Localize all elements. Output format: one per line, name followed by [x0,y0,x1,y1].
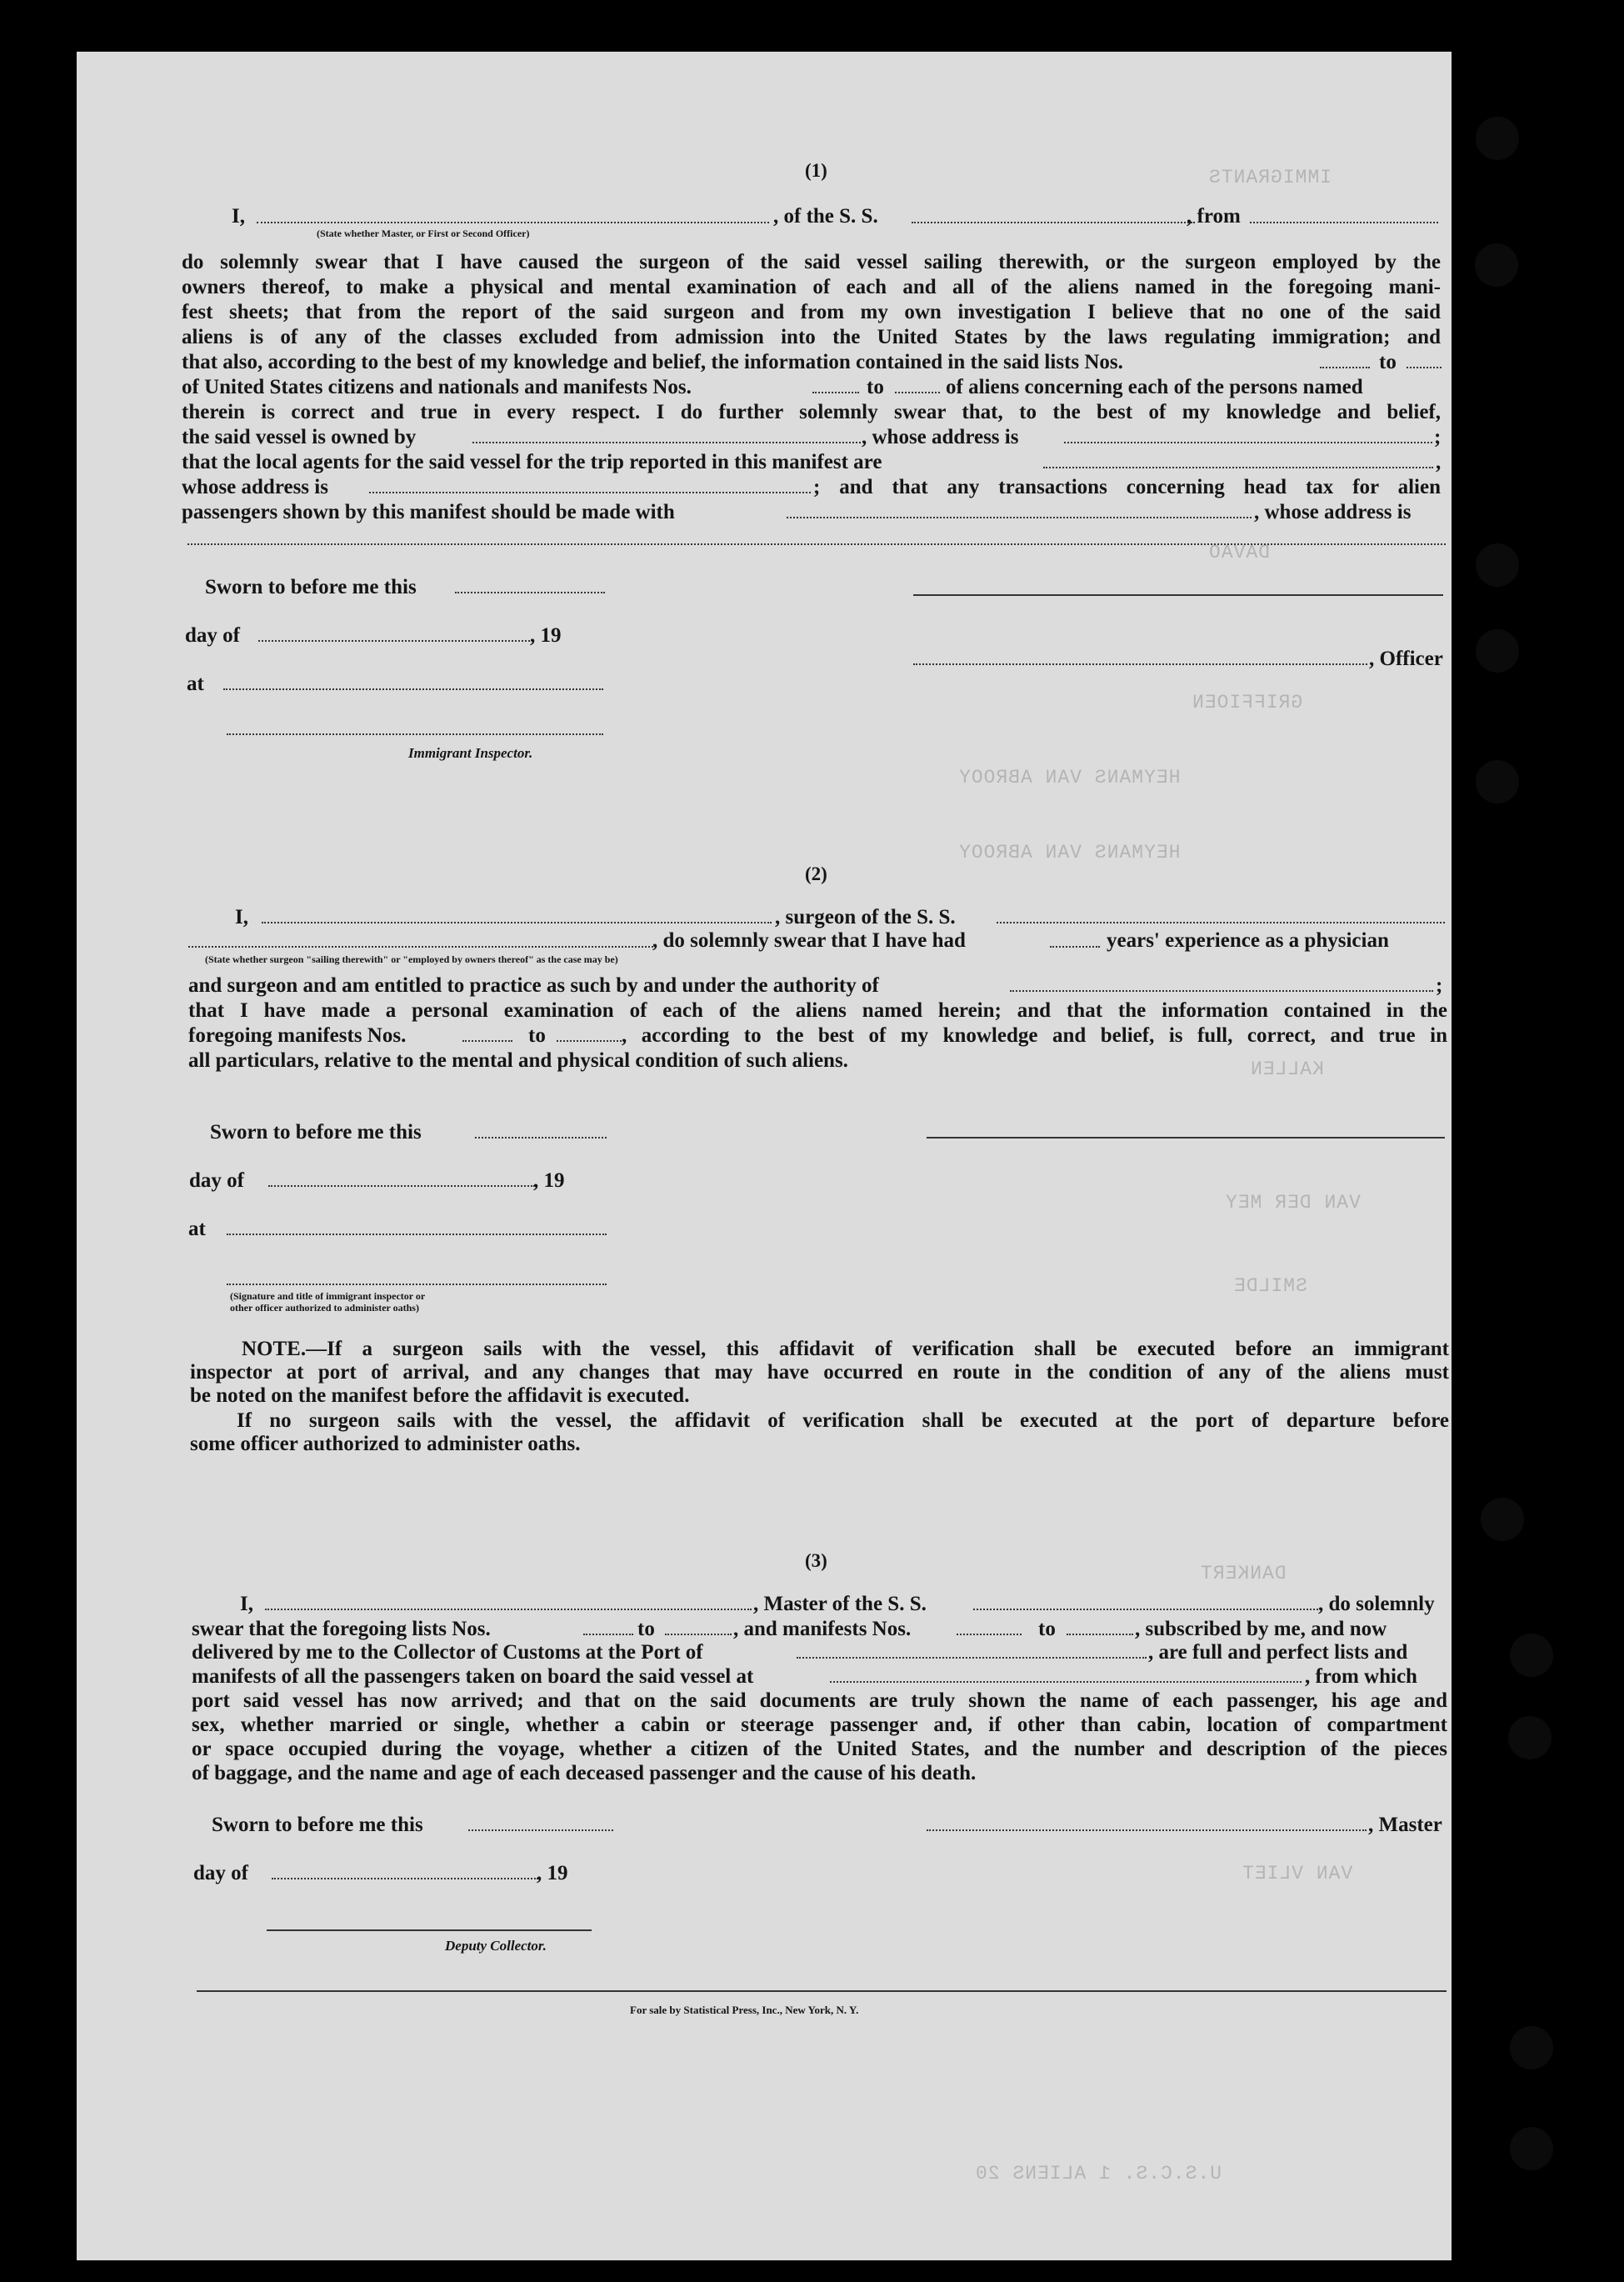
reverse-bleed-through: VAN DER MEY [1225,1192,1361,1214]
whose-address-label: , whose address is [1254,501,1412,523]
day-of-line [272,1878,538,1879]
foregoing-to-line [557,1040,622,1042]
oath-text-line: of United States citizens and nationals and manifests Nos. [182,376,692,398]
lists-from-line [583,1634,633,1635]
declaration-line: port said vessel has now arrived; and that on the said documents are truly shown the name of each passenger, his age and [192,1689,1447,1712]
master-signature-line [927,1829,1367,1831]
lists-to-line [665,1634,732,1635]
comma: , [1436,451,1442,473]
note-line: some officer authorized to administer oaths. [190,1433,581,1455]
signature-note: (Signature and title of immigrant inspector or [230,1290,426,1302]
day-of-line [258,640,530,642]
section-2-i: I, [235,906,248,928]
authority-line [1010,990,1433,992]
oath-text-line: owners thereof, to make a physical and mental examination of each and all of the aliens named in the foregoing mani- [182,276,1441,298]
master-of-label: , Master of the S. S. [753,1593,927,1615]
officer-signature-line [913,594,1443,596]
lists-to-line [1407,367,1442,368]
reverse-bleed-through: DAVAO [1208,542,1271,563]
day-of-line [268,1185,535,1187]
from-label: , from [1187,205,1241,228]
reverse-bleed-through: IMMIGRANTS [1208,167,1332,188]
reverse-bleed-through: VAN VLIET [1242,1863,1353,1884]
years-text: years' experience as a physician [1107,929,1389,952]
binder-hole [1481,1498,1524,1541]
binder-hole [1510,1634,1553,1677]
binder-hole [1476,629,1519,673]
surgeon-of-label: , surgeon of the S. S. [775,906,956,928]
at-line [227,1234,607,1235]
reverse-bleed-through: HEYMANS VAN ABROOY [958,842,1181,863]
section-1-i: I, [232,205,245,228]
subscribed-text: , subscribed by me, and now [1135,1618,1387,1640]
note-line: NOTE.—If a surgeon sails with the vessel, this affidavit of verification shall be executed before an immigrant [242,1338,1449,1360]
oath-text-line: passengers shown by this manifest should be made with [182,501,675,523]
manifests-to-line [1067,1634,1133,1635]
foregoing-from-line [462,1040,512,1042]
sworn-date-line [475,1137,607,1138]
oath-text-line: that also, according to the best of my knowledge and belief, the information contained in the said lists Nos. [182,351,1123,373]
of-ss-label: , of the S. S. [773,205,878,228]
year-label: , 19 [537,1862,568,1884]
oath-text-line: therein is correct and true in every respect. I do further solemnly swear that, to the best of my knowledge and belief, [182,401,1441,423]
foregoing-end-text: , according to the best of my knowledge and belief, is full, correct, and true in [622,1024,1447,1047]
head-tax-agent-line [787,517,1252,518]
swear-text: , do solemnly swear that I have had [652,929,966,952]
owner-line [472,442,861,443]
section-number: (3) [805,1550,827,1571]
sworn-date-line [468,1829,613,1831]
agents-address-line [369,492,811,493]
sworn-date-line [455,592,605,593]
at-line [223,688,603,690]
binder-hole [1508,1716,1552,1759]
particulars-text: all particulars, relative to the mental and physical condition of such aliens. [188,1049,848,1072]
surgeon-ship-line [997,922,1445,923]
oath-text-line: do solemnly swear that I have caused the surgeon of the said vessel sailing therewith, or the surgeon employed by the [182,251,1441,273]
note-line: inspector at port of arrival, and any changes that may have occurred en route in the condition of any of the aliens must [190,1361,1449,1384]
officer-label: , Officer [1369,648,1443,670]
to-label: to [1379,351,1397,373]
binder-hole [1476,543,1519,587]
reverse-bleed-through: HEYMANS VAN ABROOY [958,767,1181,788]
years-line [1050,946,1100,948]
do-solemnly-label: , do solemnly [1318,1593,1435,1615]
binder-hole [1476,117,1519,160]
declaration-line: or space occupied during the voyage, whether a citizen of the United States, and the number and description of the pieces [192,1738,1447,1760]
year-label: , 19 [530,624,562,647]
collector-signature-line [267,1929,592,1931]
of-aliens-text: of aliens concerning each of the persons named [946,376,1363,398]
master-name-line [265,1609,752,1610]
to-label: to [528,1024,546,1047]
port-line [797,1657,1147,1659]
embark-port-line [830,1681,1302,1683]
swear-lists-text: swear that the foregoing lists Nos. [192,1618,491,1640]
oath-text-line: fest sheets; that from the report of the said surgeon and from my own investigation I believe that no one of the said [182,301,1441,323]
reverse-bleed-through: SMILDE [1233,1275,1307,1297]
officer-title-line [913,663,1367,665]
section-number: (2) [805,863,827,884]
footer-rule [197,1990,1447,1992]
agents-line [1043,467,1433,468]
full-perfect-text: , are full and perfect lists and [1148,1641,1408,1664]
inspector-signature-line [227,733,603,735]
oath-text-line: aliens is of any of the classes excluded from admission into the United States by the laws regulating immigration; and [182,326,1441,348]
to-label: to [867,376,884,398]
from-which-text: , from which [1305,1665,1417,1688]
semicolon: ; [1434,426,1442,448]
delivered-text: delivered by me to the Collector of Customs at the Port of [192,1641,703,1664]
section-number: (1) [805,160,827,181]
collector-caption: Deputy Collector. [445,1938,547,1954]
exam-text: that I have made a personal examination of each of the aliens named herein; and that the information contained in the [188,999,1447,1022]
foregoing-text: foregoing manifests Nos. [188,1024,407,1047]
reverse-bleed-through: U.S.C.S. 1 ALIENS 20 [975,2163,1222,2184]
signature-note: other officer authorized to administer oaths) [230,1302,419,1314]
at-label: at [188,1218,206,1240]
reverse-bleed-through: DANKERT [1200,1563,1287,1584]
declaration-line: of baggage, and the name and age of each deceased passenger and the cause of his death. [192,1762,977,1784]
sworn-label: Sworn to before me this [205,576,417,598]
surgeon-note: (State whether surgeon "sailing therewith" or "employed by owners thereof" as the case may be) [205,953,618,965]
master-ship-line [973,1609,1318,1610]
sworn-label: Sworn to before me this [210,1121,422,1144]
binder-hole [1475,243,1518,287]
note-line: If no surgeon sails with the vessel, the affidavit of verification shall be executed at the port of departure before [237,1409,1449,1432]
to-label: to [1038,1618,1056,1640]
head-tax-address-line [187,543,1446,545]
semicolon: ; [1436,974,1443,997]
and-manifests-label: , and manifests Nos. [733,1618,912,1640]
master-name-line [257,222,769,223]
manifests-all-text: manifests of all the passengers taken on board the said vessel at [192,1665,754,1688]
year-label: , 19 [533,1169,565,1192]
at-label: at [187,673,204,695]
whose-address-label: , whose address is [862,426,1019,448]
oath-text-line: whose address is [182,476,328,498]
owner-address-line [1064,442,1432,443]
surgeon-status-line [188,946,653,948]
publisher-imprint: For sale by Statistical Press, Inc., New York, N. Y. [630,2004,859,2016]
authority-text: and surgeon and am entitled to practice as such by and under the authority of [188,974,879,997]
day-of-label: day of [193,1862,248,1884]
manifests-to-line [895,392,940,393]
master-label: , Master [1368,1814,1442,1836]
master-note: (State whether Master, or First or Second Officer) [317,228,530,239]
day-of-label: day of [189,1169,244,1192]
binder-hole [1476,760,1519,803]
from-port-line [1250,222,1438,223]
binder-hole [1510,2127,1553,2170]
inspector-caption: Immigrant Inspector. [408,745,533,761]
oath-text-line: that the local agents for the said vessel for the trip reported in this manifest are [182,451,882,473]
to-label: to [637,1618,655,1640]
surgeon-name-line [262,922,772,923]
surgeon-signature-line [927,1137,1445,1138]
sworn-label: Sworn to before me this [212,1814,423,1836]
binder-hole [1510,2026,1553,2069]
officer-signature-line [227,1284,607,1285]
reverse-bleed-through: KALLEN [1250,1058,1324,1080]
lists-from-line [1320,367,1370,368]
day-of-label: day of [185,624,240,647]
manifests-from-line [957,1634,1022,1635]
section-3-i: I, [240,1593,253,1615]
head-tax-text: ; and that any transactions concerning head tax for alien [813,476,1441,498]
ship-name-line [912,222,1195,223]
manifests-from-line [812,392,859,393]
reverse-bleed-through: GRIFFIOEN [1192,692,1303,713]
note-line: be noted on the manifest before the affidavit is executed. [190,1384,690,1407]
oath-text-line: the said vessel is owned by [182,426,417,448]
declaration-line: sex, whether married or single, whether a cabin or steerage passenger and, if other than cabin, location of compartment [192,1714,1447,1736]
